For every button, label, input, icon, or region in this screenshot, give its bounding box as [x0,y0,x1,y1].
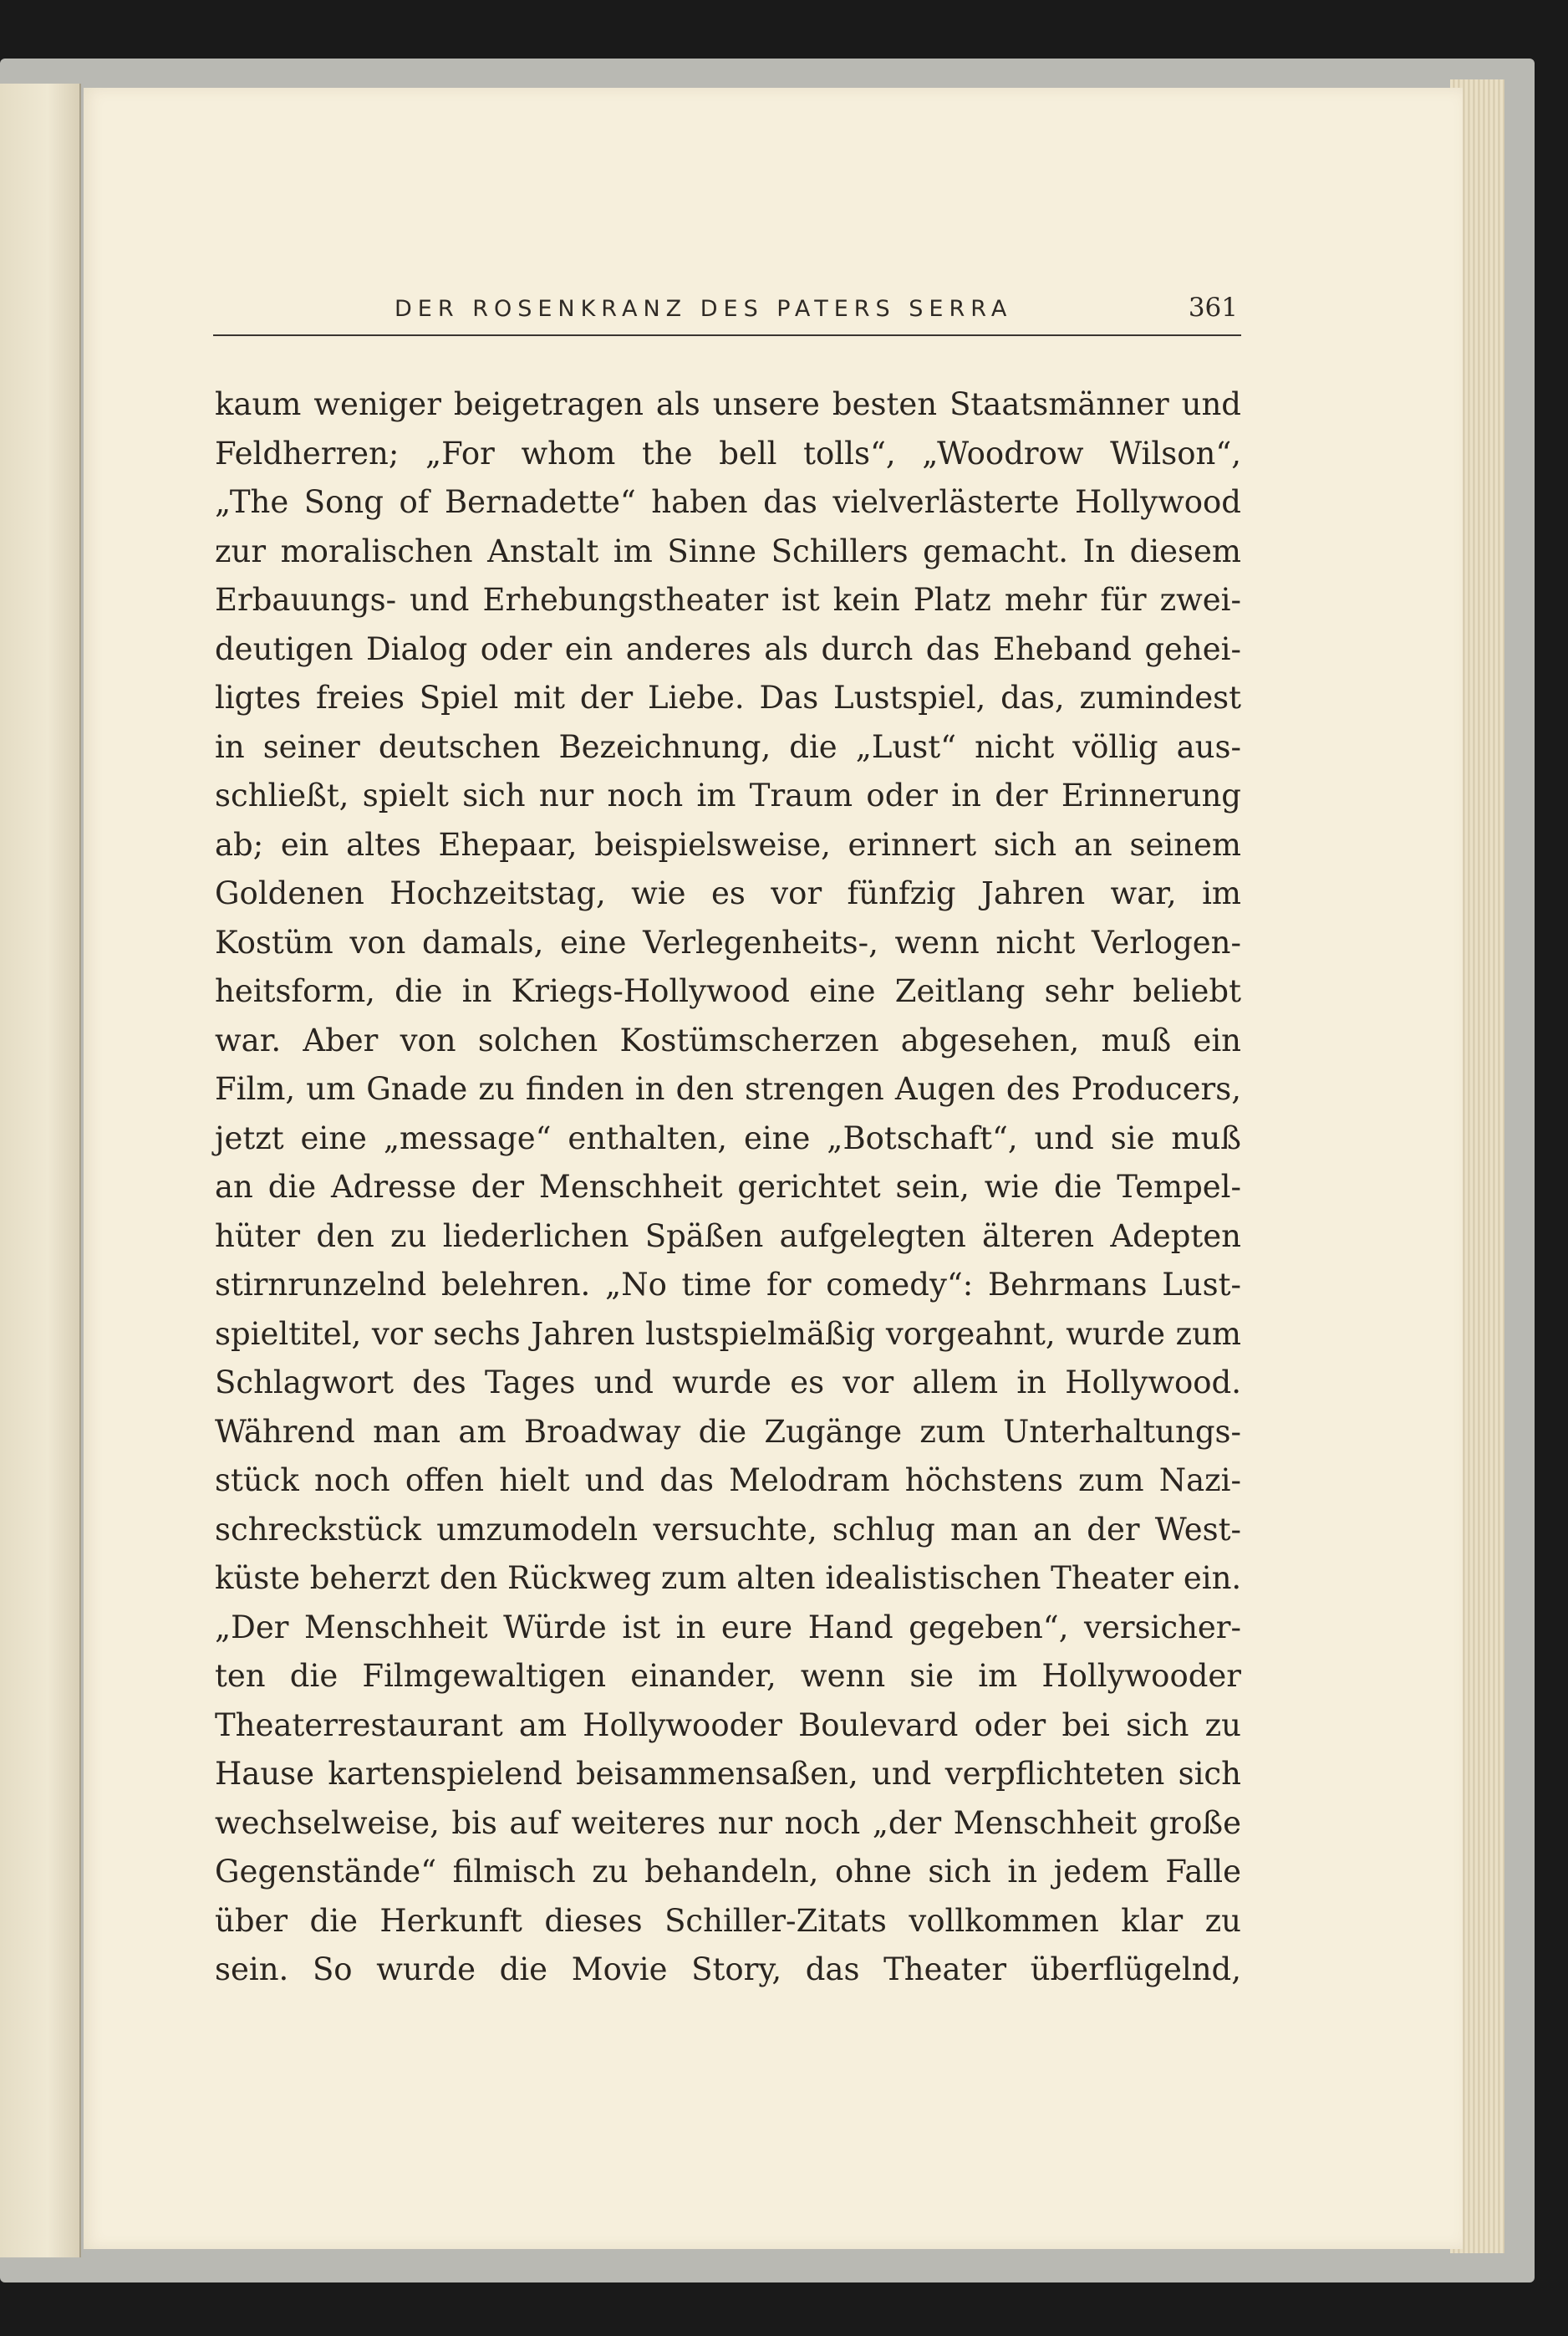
text-line: war. Aber von solchen Kostümscherzen abgesehen, muß ein [215,1022,1241,1058]
text-line: schließt, spielt sich nur noch im Traum oder in der Erinnerung [215,778,1241,814]
running-title: DER ROSENKRANZ DES PATERS SERRA [395,296,1013,322]
text-line: küste beherzt den Rückweg zum alten idealistischen Theater ein. [215,1560,1242,1596]
text-line: heitsform, die in Kriegs-Hollywood eine Zeitlang sehr beliebt [215,973,1241,1009]
text-line: Goldenen Hochzeitstag, wie es vor fünfzig Jahren war, im [215,875,1241,911]
text-line: „Der Menschheit Würde ist in eure Hand gegeben“, versicher- [215,1609,1241,1645]
text-line: jetzt eine „message“ enthalten, eine „Botschaft“, und sie muß [215,1120,1241,1156]
text-line: Erbauungs- und Erhebungstheater ist kein Platz mehr für zwei- [215,582,1241,618]
text-line: spieltitel, vor sechs Jahren lustspielmäßig vorgeahnt, wurde zum [215,1315,1241,1352]
text-line: „The Song of Bernadette“ haben das vielverlästerte Hollywood [215,484,1241,520]
text-line: schreckstück umzumodeln versuchte, schlug man an der West- [215,1511,1241,1548]
text-line: ten die Filmgewaltigen einander, wenn sie im Hollywooder [215,1658,1241,1694]
text-line: zur moralischen Anstalt im Sinne Schillers gemacht. In diesem [215,533,1241,569]
text-line: kaum weniger beigetragen als unsere besten Staatsmänner und [215,386,1241,422]
page-header [213,293,1241,336]
text-line: deutigen Dialog oder ein anderes als durch das Eheband gehei- [215,630,1241,667]
text-line: Schlagwort des Tages und wurde es vor allem in Hollywood. [215,1364,1241,1400]
text-line: Theaterrestaurant am Hollywooder Boulevard oder bei sich zu [215,1706,1241,1743]
left-facing-page [0,84,81,2257]
body-text [215,380,1241,1995]
text-line: Während man am Broadway die Zugänge zum Unterhaltungs- [215,1413,1241,1450]
page-number: 361 [1188,293,1238,323]
text-line: Film, um Gnade zu finden in den strengen Augen des Producers, [215,1071,1241,1107]
text-line: Hause kartenspielend beisammensaßen, und verpflichteten sich [215,1756,1241,1792]
text-line: ligtes freies Spiel mit der Liebe. Das Lustspiel, das, zumindest [215,680,1241,716]
text-line: sein. So wurde die Movie Story, das Theater überflügelnd, [215,1951,1241,1987]
text-line: in seiner deutschen Bezeichnung, die „Lust“ nicht völlig aus- [215,728,1241,765]
text-line: Kostüm von damals, eine Verlegenheits-, wenn nicht Verlogen- [215,924,1241,961]
text-line: stirnrunzelnd belehren. „No time for comedy“: Behrmans Lust- [215,1267,1241,1303]
text-line: Feldherren; „For whom the bell tolls“, „Woodrow Wilson“, [215,435,1241,472]
text-line: wechselweise, bis auf weiteres nur noch „der Menschheit große [215,1804,1241,1841]
text-line: ab; ein altes Ehepaar, beispielsweise, erinnert sich an seinem [215,826,1241,863]
text-line: Gegenstände“ filmisch zu behandeln, ohne sich in jedem Falle [215,1854,1241,1890]
text-line: über die Herkunft dieses Schiller-Zitats vollkommen klar zu [215,1902,1241,1939]
text-line: an die Adresse der Menschheit gerichtet sein, wie die Tempel- [215,1169,1241,1205]
text-line: stück noch offen hielt und das Melodram höchstens zum Nazi- [215,1462,1241,1498]
text-line: hüter den zu liederlichen Späßen aufgelegten älteren Adepten [215,1217,1241,1254]
